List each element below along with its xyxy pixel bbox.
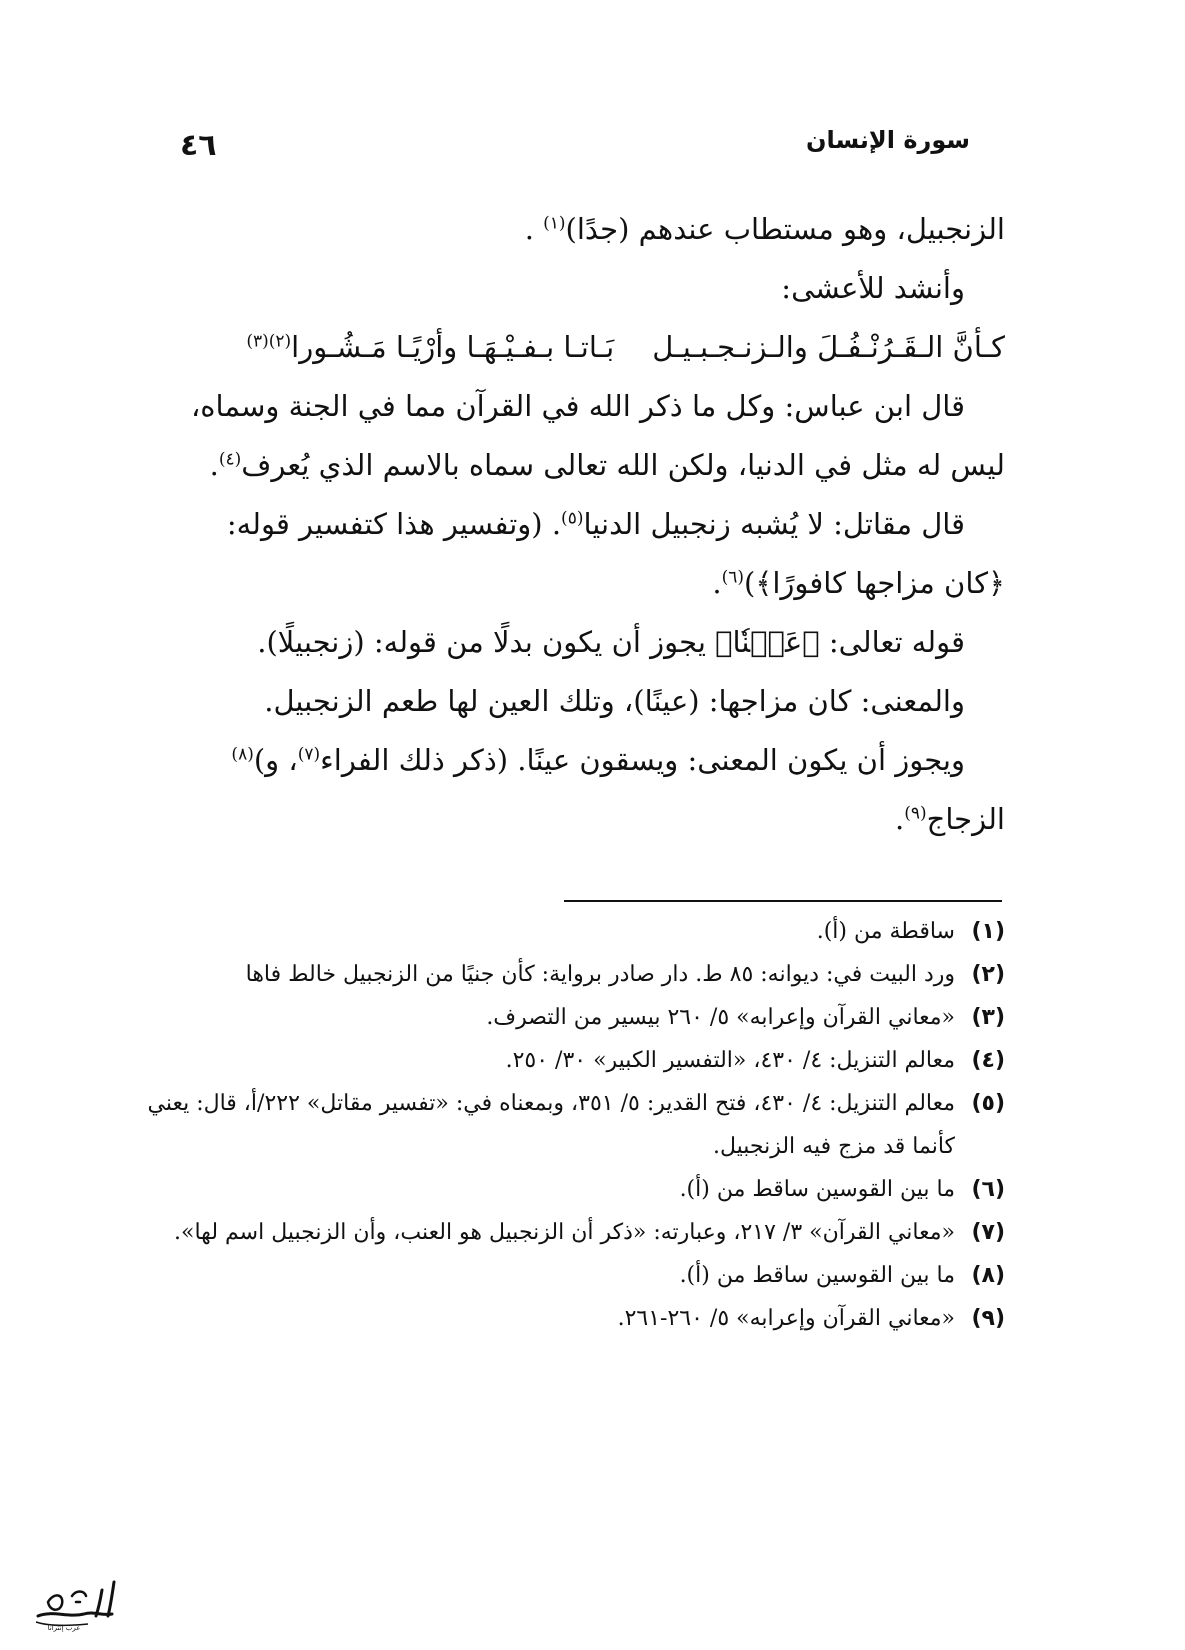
running-title: سورة الإنسان [805, 126, 970, 154]
text-line: الزجاج$^{(٩)}$. [894, 802, 1005, 836]
library-logo [28, 1572, 123, 1632]
text-line: والمعنى: كان مزاجها: (عينًا)، وتلك العين لها طعم الزنجبيل. [264, 684, 965, 718]
text-line: قال ابن عباس: وكل ما ذكر الله في القرآن مما في الجنة وسماه، [190, 389, 965, 423]
verse-second-hemistich: بَـاتـا بـفـيْـهَـا وأرْيًـا مَـشُـورا [291, 330, 615, 364]
footnote-item: (٩) «معاني القرآن وإعرابه» ٥/ ٢٦٠-٢٦١. [617, 1306, 1005, 1331]
text-line: قال مقاتل: لا يُشبه زنجبيل الدنيا$^{(٥)}$. (وتفسير هذا كتفسير قوله: [226, 507, 965, 541]
footnote-ref[interactable]: (١) [543, 213, 566, 234]
footnote-divider [564, 900, 1002, 902]
main-text [145, 200, 1005, 849]
footnote-ref[interactable]: (٦) [721, 567, 745, 588]
text-line: قوله تعالى: ﴿عَيۡنٗا﴾ يجوز أن يكون بدلًا من قوله: (زنجبيلًا). [257, 625, 965, 659]
footnote-ref[interactable]: (٥) [561, 508, 584, 529]
text-line: وأنشد للأعشى: [781, 271, 965, 305]
footnote-item: (٣) «معاني القرآن وإعرابه» ٥/ ٢٦٠ بيسير من التصرف. [486, 1005, 1005, 1030]
footnote-item: (٦) ما بين القوسين ساقط من (أ). [679, 1177, 1005, 1202]
verse-first-hemistich: كـأنَّ الـقَـرُنْـفُـلَ والـزنـجـبـيـل [652, 330, 1005, 364]
footnote-item: (٨) ما بين القوسين ساقط من (أ). [679, 1263, 1005, 1288]
footnote-ref[interactable]: (٤) [218, 449, 242, 470]
text-line: ليس له مثل في الدنيا، ولكن الله تعالى سماه بالاسم الذي يُعرف$^{(٤)}$. [209, 448, 1005, 482]
footnote-item: (٧) «معاني القرآن» ٣/ ٢١٧، وعبارته: «ذكر أن الزنجبيل هو العنب، وأن الزنجبيل اسم لها». [174, 1220, 1005, 1245]
footnote-ref[interactable]: (٧) [297, 744, 321, 765]
footnote-item: (٢) ورد البيت في: ديوانه: ٨٥ ط. دار صادر برواية: كأن جنيًا من الزنجبيل خالط فاها [245, 962, 1005, 987]
text-line: ويجوز أن يكون المعنى: ويسقون عينًا. (ذكر ذلك الفراء$^{(٧)}$، و)$^{(٨)}$ [231, 743, 965, 777]
footnotes [145, 910, 1005, 1340]
footnote-ref[interactable]: (٩) [904, 803, 927, 824]
text-line: الزنجبيل، وهو مستطاب عندهم (جدًا)$^{(١)}$ . [524, 212, 1005, 246]
logo-subtitle: عرب إنترانا [47, 1624, 81, 1632]
page-number: ٤٦ [180, 128, 217, 163]
page-header [180, 118, 970, 168]
footnote-ref[interactable]: (٢)(٣) [246, 331, 292, 352]
poetry-verse [145, 318, 1005, 377]
footnote-item: (٤) معالم التنزيل: ٤/ ٤٣٠، «التفسير الكبير» ٣٠/ ٢٥٠. [505, 1048, 1005, 1073]
text-line: ﴿كان مزاجها كافورًا﴾)$^{(٦)}$. [712, 566, 1005, 600]
footnote-item: (٥) معالم التنزيل: ٤/ ٤٣٠، فتح القدير: ٥/ ٣٥١، وبمعناه في: «تفسير مقاتل» ٢٢٢/أ، قال: يعني كأنما قد مزج فيه الزنجبيل. [147, 1091, 1005, 1159]
footnote-item: (١) ساقطة من (أ). [816, 919, 1005, 944]
footnote-ref[interactable]: (٨) [231, 744, 254, 765]
